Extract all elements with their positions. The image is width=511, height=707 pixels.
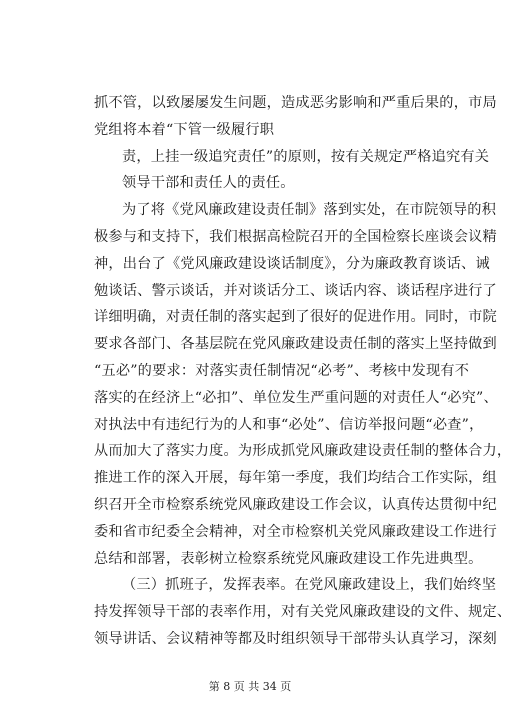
text-line: 详细明确，对责任制的落实起到了很好的促进作用。同时，市院 [94,309,497,326]
text-line: 委和省市纪委全会精神，对全市检察机关党风廉政建设工作进行 [94,523,497,540]
text-line: 对执法中有违纪行为的人和事“必处”、信访举报问题“必查”， [94,416,484,433]
text-line: 勉谈话、警示谈话，并对谈话分工、谈话内容、谈话程序进行了 [94,282,497,299]
text-line: “五必”的要求：对落实责任制情况“必考”、考核中发现有不 [94,362,470,379]
text-line: 责，上挂一级追究责任”的原则，按有关规定严格追究有关 [122,148,490,165]
text-line: 党组将本着“下管一级履行职 [94,121,275,138]
text-line: 总结和部署，表彰树立检察系统党风廉政建设工作先进典型。 [94,550,483,567]
text-line: 抓不管，以致屡屡发生问题，造成恶劣影响和严重后果的，市局 [94,95,497,111]
page-footer: 第 8 页 共 34 页 [208,680,292,693]
text-line: 要求各部门、各基层院在党风廉政建设责任制的落实上坚持做到 [94,336,497,353]
text-line: 为了将《党风廉政建设责任制》落到实处，在市院领导的积 [122,202,497,219]
text-line: 领导干部和责任人的责任。 [122,175,295,192]
text-line: 从而加大了落实力度。为形成抓党风廉政建设责任制的整体合力， [94,443,511,460]
body-text [94,90,511,653]
text-line: 推进工作的深入开展，每年第一季度，我们均结合工作实际，组 [94,470,497,487]
text-line: 织召开全市检察系统党风廉政建设工作会议，认真传达贯彻中纪 [94,496,497,513]
text-line: （三）抓班子，发挥表率。在党风廉政建设上，我们始终坚 [122,577,497,594]
text-line: 极参与和支持下，我们根据高检院召开的全国检察长座谈会议精 [94,228,497,245]
text-line: 落实的在经济上“必扣”、单位发生严重问题的对责任人“必究”、 [94,389,498,406]
text-line: 领导讲话、会议精神等都及时组织领导干部带头认真学习，深刻 [94,630,497,647]
text-line: 持发挥领导干部的表率作用，对有关党风廉政建设的文件、规定、 [94,604,511,621]
text-line: 神，出台了《党风廉政建设谈话制度》，分为廉政教育谈话、诫 [94,255,490,272]
